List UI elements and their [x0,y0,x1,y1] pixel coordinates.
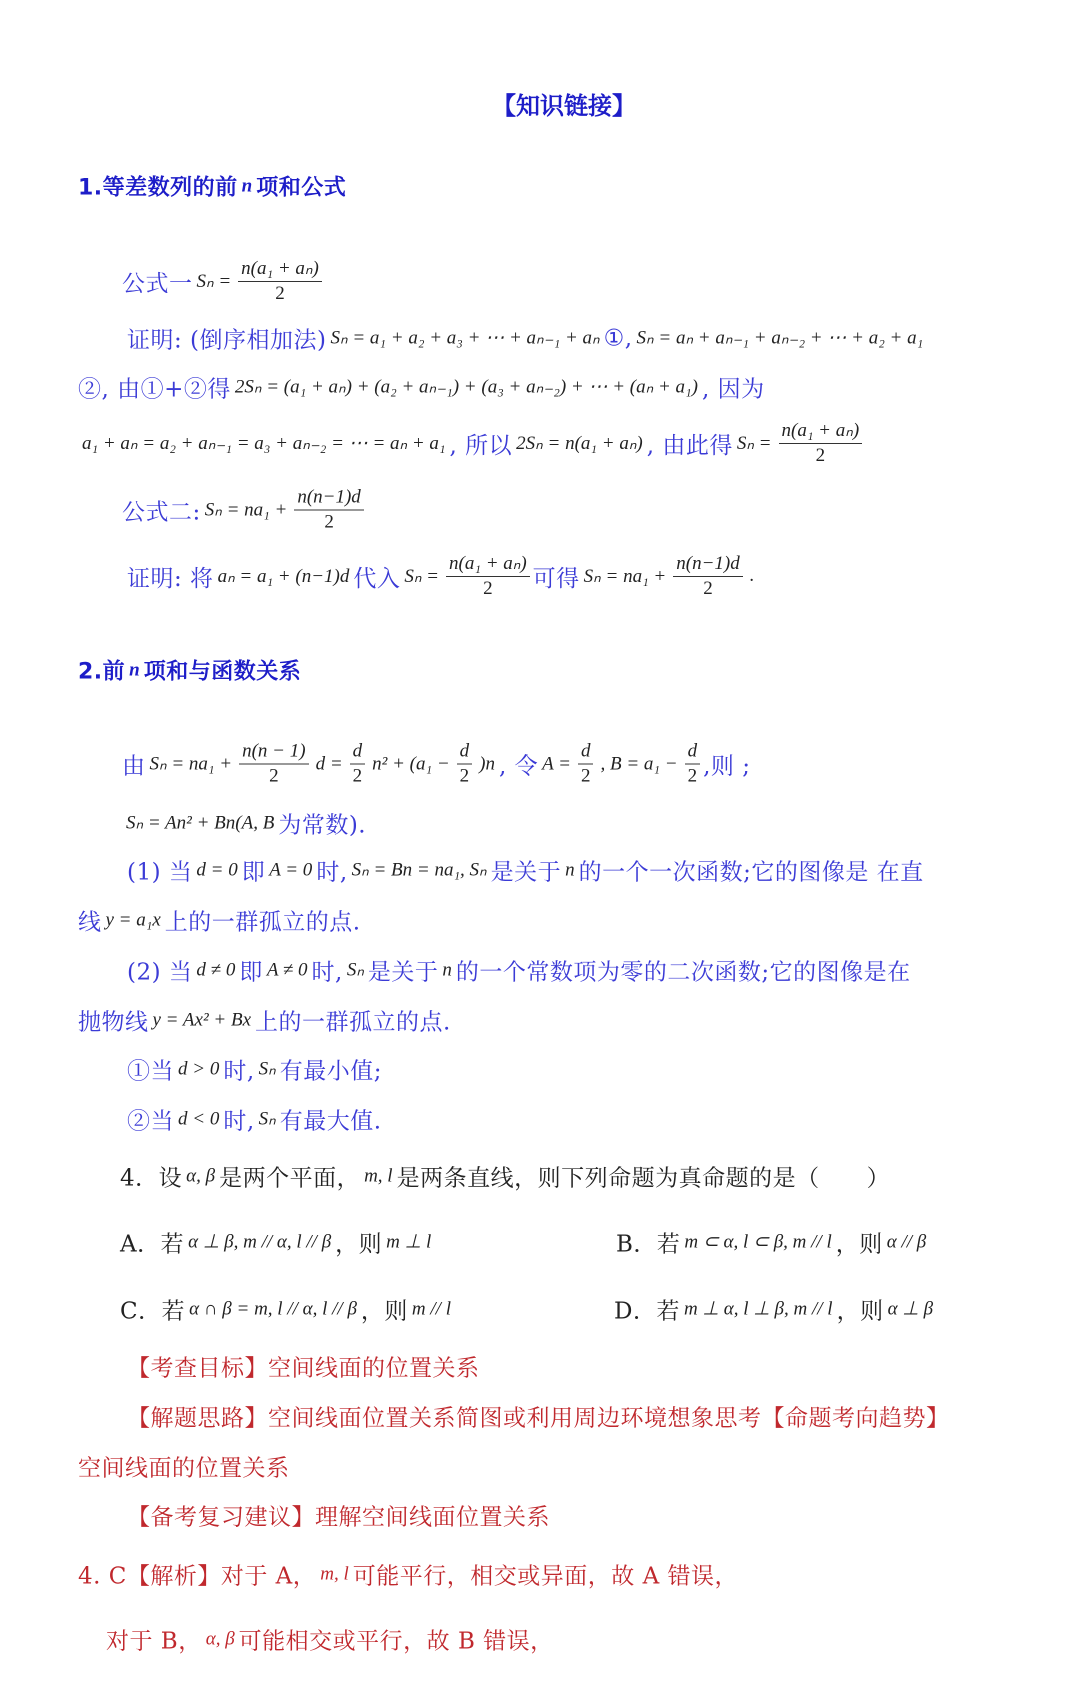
math-expression: m, l [364,1165,393,1186]
review-advice [127,1499,550,1532]
text-segment: 代入 [353,565,401,592]
text-segment: (1) 当 [127,859,193,886]
text-segment: 是两个平面， [219,1165,361,1192]
math-expression: α ⊥ β, m // α, l // β [188,1231,332,1253]
fraction-numerator: d [685,741,701,765]
text-segment: ，则 [360,1298,408,1325]
fraction-denominator: 2 [815,445,826,466]
text-segment: 项和与函数关系 [143,659,302,685]
fraction-denominator: 2 [687,765,698,787]
math-expression: 2Sₙ = n(a₁ + aₙ) [516,432,643,454]
text-segment: 可能平行，相交或异面，故 A 错误， [352,1563,739,1590]
text-segment: 是关于 [367,959,439,986]
fraction-numerator: n(a₁ + aₙ) [238,257,322,282]
fraction-denominator: 2 [269,765,279,787]
answer-analysis [78,1558,738,1591]
derivation-line [122,807,366,840]
case-line [127,954,911,987]
text-segment: 【考查目标】空间线面的位置关系 [127,1355,480,1382]
text-segment: , 令 [499,753,539,780]
math-expression: A = [542,753,571,774]
text-segment: 时, [223,1108,255,1135]
text-segment: 是两条直线，则下列命题为真命题的是（ ） [396,1165,891,1192]
math-expression: Sₙ = [736,432,772,454]
case-line [127,1053,382,1086]
fraction [239,741,308,788]
case-line [78,1004,451,1037]
section-heading [78,655,301,686]
fraction-numerator: d [350,741,366,765]
fraction [238,257,322,305]
math-expression: , B = a₁ − [600,753,678,774]
text-segment: 【备考复习建议】理解空间线面位置关系 [127,1504,550,1531]
text-segment: 是关于 [490,859,562,886]
fraction-numerator: n(a₁ + aₙ) [779,419,863,444]
math-expression: d = [315,753,343,774]
math-expression: A = 0 [269,859,313,880]
option-d [614,1293,937,1326]
text-segment: 由 [122,753,146,780]
math-expression: m // l [411,1298,451,1319]
text-segment: , 由此得 [646,432,733,459]
text-segment: , 因为 [701,376,765,403]
fraction-numerator: n(n−1)d [294,487,363,511]
text-segment: 时, [316,859,348,886]
solution-idea [78,1450,290,1483]
text-segment: , 所以 [449,432,513,459]
text-segment: 项和公式 [256,175,347,201]
text-segment: 公式一 [122,270,193,297]
section-heading [78,171,346,202]
math-expression: n [442,959,452,980]
math-expression: n [129,659,140,680]
text-segment: ①当 [127,1058,174,1085]
option-a [120,1226,435,1259]
text-segment: 4．设 [120,1165,183,1192]
math-expression: Sₙ [258,1108,276,1130]
math-expression: Sₙ = a₁ + a₂ + a₃ + ⋯ + aₙ₋₁ + aₙ [330,327,600,349]
case-line [127,1103,382,1136]
answer-analysis [106,1623,554,1656]
page-title: 【知识链接】 [492,92,636,120]
fraction-denominator: 2 [352,765,363,787]
fraction-numerator: n(a₁ + aₙ) [446,552,530,577]
math-expression: m ⊂ α, l ⊂ β, m // l [684,1231,832,1253]
math-expression: a₁ + aₙ = a₂ + aₙ₋₁ = a₃ + aₙ₋₂ = ⋯ = aₙ + a₁ [82,432,446,454]
text-segment: ,则 ; [703,753,751,780]
fraction [578,741,594,788]
proof-line [78,371,765,404]
text-segment: 即 [241,859,266,886]
fraction-denominator: 2 [580,765,591,787]
fraction [446,552,530,600]
math-expression: d > 0 [178,1058,220,1079]
math-expression: d ≠ 0 [196,959,236,980]
math-expression: )n [479,753,495,774]
case-line [78,904,361,937]
fraction [294,487,363,534]
fraction-numerator: d [457,741,473,765]
math-expression: α ∩ β = m, l // α, l // β [189,1298,357,1319]
fraction-numerator: n(n − 1) [239,741,308,765]
text-segment: 4. C【解析】对于 A， [78,1563,317,1590]
text-segment: ②当 [127,1108,174,1135]
question-stem [120,1160,890,1193]
fraction [685,741,701,788]
text-segment: (2) 当 [127,959,193,986]
text-segment: 即 [239,959,263,986]
fraction-denominator: 2 [324,511,334,533]
derivation-line [122,741,750,788]
math-expression: n² + (a₁ − [372,753,450,774]
fraction-numerator: n(n−1)d [673,553,742,577]
text-segment: 可能相交或平行，故 B 错误， [238,1628,554,1655]
math-expression: y = a₁x [105,909,161,930]
option-b [616,1226,930,1259]
math-expression: m ⊥ l [386,1231,432,1253]
exam-target [127,1350,480,1383]
fraction-denominator: 2 [459,765,470,787]
math-expression: Sₙ = [196,270,232,292]
math-expression: α ⊥ β [887,1298,934,1320]
formula-one [122,257,325,305]
text-segment: ①, [603,325,633,351]
math-expression: Sₙ = Bn = na₁, Sₙ [351,859,487,881]
text-segment: 的一个常数项为零的二次函数;它的图像是在 [455,959,911,986]
fraction [350,741,366,788]
math-expression: α // β [886,1231,927,1252]
solution-idea [127,1400,950,1433]
math-expression: α, β [186,1165,216,1186]
fraction [673,553,742,600]
text-segment: 上的一群孤立的点. [164,909,361,936]
text-segment: 空间线面的位置关系 [78,1455,290,1482]
text-segment: 1.等差数列的前 [78,175,238,201]
math-expression: aₙ = a₁ + (n−1)d [217,565,350,587]
fraction [457,741,473,788]
text-segment: 证明: (倒序相加法) [127,327,327,354]
proof-line [78,419,865,467]
text-segment: 上的一群孤立的点. [255,1009,451,1036]
text-segment: C．若 [120,1298,186,1325]
math-expression: Sₙ [346,959,364,981]
case-line [127,854,924,887]
math-expression: m, l [320,1563,349,1584]
text-segment: 线 [78,909,102,936]
text-segment: ②, 由①+②得 [78,376,231,403]
text-segment: 证明: 将 [127,565,214,592]
text-segment: D．若 [614,1298,680,1325]
math-expression: Sₙ = aₙ + aₙ₋₁ + aₙ₋₂ + ⋯ + a₂ + a₁ [636,327,924,349]
text-segment: 对于 B， [106,1628,202,1655]
text-segment: 有最小值; [279,1058,382,1085]
fraction-denominator: 2 [275,283,285,304]
text-segment: ，则 [835,1231,883,1258]
text-segment: 的一个一次函数;它的图像是 在直 [578,859,924,886]
proof-line [127,552,758,600]
text-segment: A．若 [120,1231,185,1258]
fraction-denominator: 2 [703,577,713,599]
proof-line [127,322,927,355]
option-c [120,1293,455,1326]
text-segment: 公式二: [122,499,201,526]
math-expression: A ≠ 0 [266,959,308,980]
text-segment: 时, [223,1058,255,1085]
text-segment: ，则 [836,1298,884,1325]
math-expression: . [749,565,755,586]
fraction-denominator: 2 [483,578,493,599]
math-expression: n [241,175,253,196]
fraction-numerator: d [578,741,594,765]
text-segment: 有最大值. [279,1108,382,1135]
math-expression: y = Ax² + Bx [152,1009,252,1030]
math-expression: d = 0 [196,859,238,880]
math-expression: Sₙ = na₁ + [583,565,667,587]
formula-two [122,487,367,534]
text-segment: 抛物线 [78,1009,149,1036]
text-segment: 可得 [532,565,580,592]
math-expression: n [565,859,575,880]
math-expression: Sₙ = na₁ + [149,753,233,775]
text-segment: 为常数). [278,812,367,839]
math-expression: Sₙ = na₁ + [204,499,288,521]
math-expression: Sₙ = An² + Bn(A, B [126,812,275,834]
text-segment: 时, [311,959,343,986]
math-expression: Sₙ [258,1058,276,1080]
text-segment: 【解题思路】空间线面位置关系简图或利用周边环境想象思考【命题考向趋势】 [127,1405,950,1432]
math-expression: 2Sₙ = (a₁ + aₙ) + (a₂ + aₙ₋₁) + (a₃ + aₙ₋₂) + ⋯ + (aₙ + a₁) [234,376,698,398]
text-segment: 2.前 [78,659,126,685]
math-expression: Sₙ = [404,565,440,587]
math-expression: α, β [205,1628,235,1649]
math-expression: d < 0 [178,1108,220,1129]
fraction [779,419,863,467]
text-segment: ，则 [335,1231,383,1258]
math-expression: m ⊥ α, l ⊥ β, m // l [683,1298,833,1320]
text-segment: B．若 [616,1231,681,1258]
